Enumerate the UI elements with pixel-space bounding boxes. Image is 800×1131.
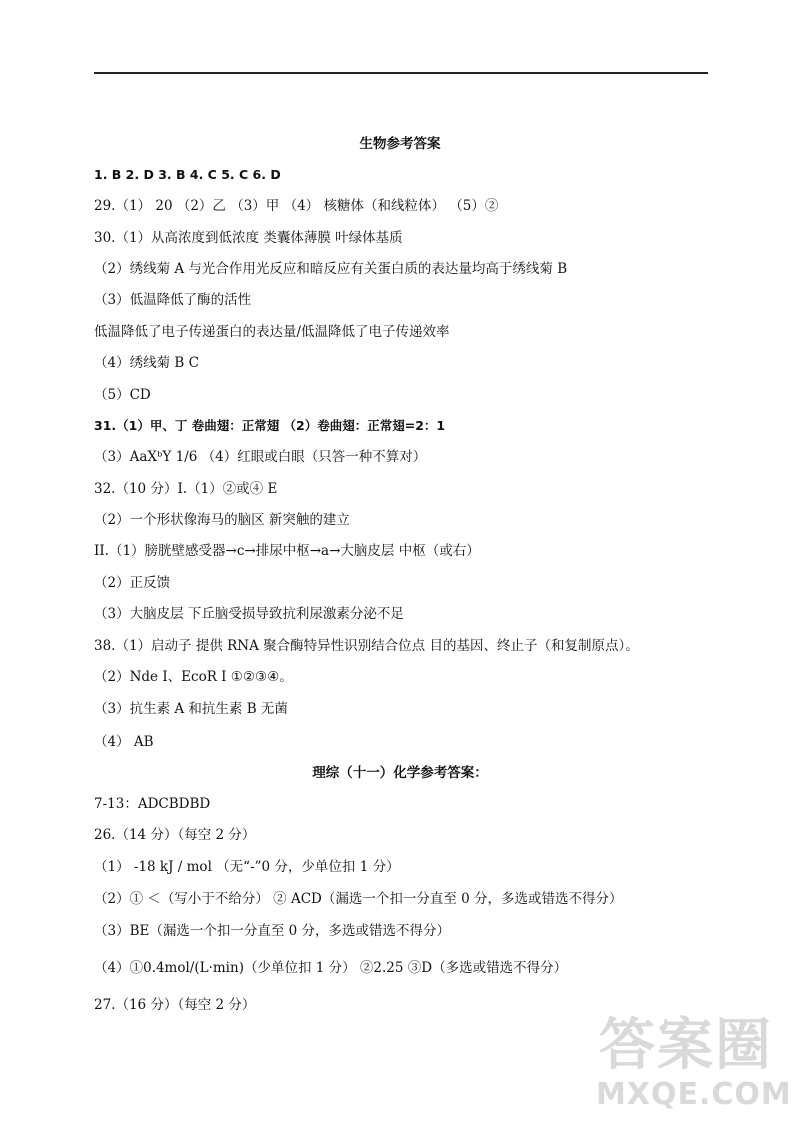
answer-line-32-1: 32.（10 分）I.（1）②或④ E [94, 481, 278, 497]
answer-line-32-ii-2: （2）正反馈 [94, 575, 171, 591]
answer-line-32-ii-1: II.（1）膀胱壁感受器→c→排尿中枢→a→大脑皮层 中枢（或右） [94, 543, 480, 559]
watermark-top: 答案圈 [599, 1013, 773, 1078]
answer-line-30-5: （5）CD [94, 387, 151, 403]
answer-line-29: 29.（1） 20 （2）乙 （3）甲 （4） 核糖体（和线粒体） （5）② [94, 198, 499, 214]
watermark-bottom: MXQE.COM [596, 1077, 792, 1112]
answer-line-30-3: （3）低温降低了酶的活性 [94, 292, 252, 308]
answer-line-30-2: （2）绣线菊 A 与光合作用光反应和暗反应有关蛋白质的表达量均高于绣线菊 B [94, 261, 568, 277]
answer-line-38-3: （3）抗生素 A 和抗生素 B 无菌 [94, 701, 288, 717]
answer-line-32-2: （2）一个形状像海马的脑区 新突触的建立 [94, 512, 350, 528]
biology-title: 生物参考答案 [359, 136, 441, 152]
chem-line-26-1: （1） -18 kJ / mol （无“-”0 分，少单位扣 1 分） [94, 859, 400, 875]
answer-line-38-4: （4） AB [94, 734, 154, 750]
answer-line-32-ii-3: （3）大脑皮层 下丘脑受损导致抗利尿激素分泌不足 [94, 606, 404, 622]
answer-line-38-1: 38.（1）启动子 提供 RNA 聚合酶特异性识别结合位点 目的基因、终止子（和复制原点）。 [94, 638, 639, 654]
answer-line-30-1: 30.（1）从高浓度到低浓度 类囊体薄膜 叶绿体基质 [94, 230, 403, 246]
answer-line-1: 1. B 2. D 3. B 4. C 5. C 6. D [94, 167, 281, 182]
chemistry-title: 理综（十一）化学参考答案： [312, 765, 488, 781]
answer-line-30-4: （4）绣线菊 B C [94, 355, 199, 371]
header-rule [94, 72, 708, 74]
chem-line-26-2: （2）① ＜（写小于不给分） ② ACD（漏选一个扣一分直至 0 分，多选或错选不得分） [94, 891, 623, 907]
watermark-logo [596, 1013, 792, 1125]
answer-line-31-3: （3）AaXᵇY 1/6 （4）红眼或白眼（只答一种不算对） [94, 449, 427, 465]
answer-line-38-2: （2）Nde Ⅰ、EcoR Ⅰ ①②③④。 [94, 669, 293, 685]
chem-line-26-3: （3）BE（漏选一个扣一分直至 0 分，多选或错选不得分） [94, 923, 451, 939]
chem-line-27: 27.（16 分）（每空 2 分） [94, 997, 256, 1013]
answer-line-30-3b: 低温降低了电子传递蛋白的表达量/低温降低了电子传递效率 [94, 324, 450, 340]
chem-line-26-4: （4）①0.4mol/(L·min)（少单位扣 1 分） ②2.25 ③D（多选或错选不得分） [94, 960, 568, 976]
answer-line-31-1: 31.（1）甲、丁 卷曲翅：正常翅 （2）卷曲翅：正常翅=2：1 [94, 418, 446, 433]
chem-line-7-13: 7-13：ADCBDBD [94, 796, 211, 812]
chem-line-26: 26.（14 分）（每空 2 分） [94, 827, 256, 843]
